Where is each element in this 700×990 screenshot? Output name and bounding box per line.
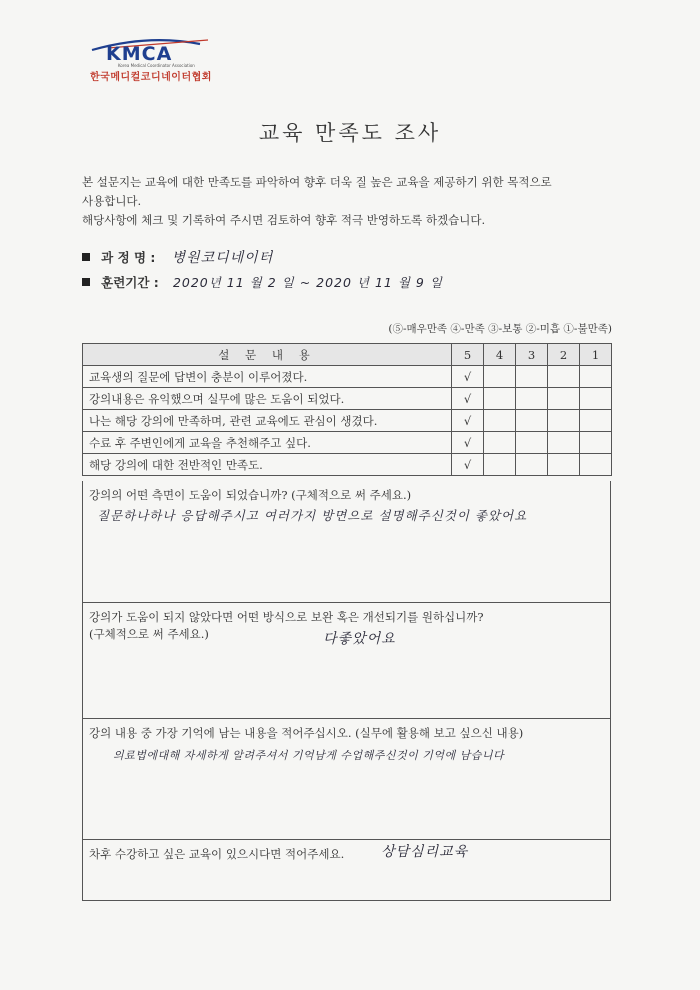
intro-line: 본 설문지는 교육에 대한 만족도를 파악하여 향후 더욱 질 높은 교육을 제공하기 위한 목적으로 xyxy=(82,175,552,189)
rating-legend: (⑤-매우만족 ④-만족 ③-보통 ②-미흡 ①-불만족) xyxy=(388,323,612,335)
question-text: 강의내용은 유익했으며 실무에 많은 도움이 되었다. xyxy=(83,388,452,410)
rating-cell-3[interactable] xyxy=(516,432,548,454)
rating-cell-2[interactable] xyxy=(548,388,580,410)
rating-cell-4[interactable] xyxy=(484,432,516,454)
rating-table xyxy=(82,343,612,476)
question-prompt: 차후 수강하고 싶은 교육이 있으시다면 적어주세요. xyxy=(89,847,345,861)
table-row xyxy=(83,410,612,432)
rating-cell-1[interactable] xyxy=(580,432,612,454)
rating-cell-4[interactable] xyxy=(484,366,516,388)
rating-cell-2[interactable] xyxy=(548,410,580,432)
rating-cell-1[interactable] xyxy=(580,366,612,388)
question-prompt: 강의가 도움이 되지 않았다면 어떤 방식으로 보완 혹은 개선되기를 원하십니까? xyxy=(89,610,484,624)
rating-cell-2[interactable] xyxy=(548,366,580,388)
logo-subtitle: Korea Medical Coordinator Association xyxy=(118,63,195,68)
question-text: 나는 해당 강의에 만족하며, 관련 교육에도 관심이 생겼다. xyxy=(83,410,452,432)
page-title: 교육 만족도 조사 xyxy=(258,121,442,145)
question-prompt: 강의의 어떤 측면이 도움이 되었습니까? (구체적으로 써 주세요.) xyxy=(89,488,412,502)
org-name: 한국메디컬코디네이터협회 xyxy=(90,72,212,83)
rating-cell-1[interactable] xyxy=(580,454,612,476)
question-box-future-course xyxy=(82,840,611,901)
question-prompt: 강의 내용 중 가장 기억에 남는 내용을 적어주십시오. (실무에 활용해 보고 싶으신 내용) xyxy=(89,726,524,740)
question-text: 해당 강의에 대한 전반적인 만족도. xyxy=(83,454,452,476)
course-name-label: 과 정 명 : xyxy=(101,250,156,265)
training-period-label: 훈련기간 : xyxy=(101,275,159,290)
rating-cell-1[interactable] xyxy=(580,410,612,432)
training-period-value[interactable]: 2020년 11 월 2 일 ~ 2020 년 11 월 9 일 xyxy=(172,275,443,290)
table-row xyxy=(83,454,612,476)
rating-cell-1[interactable] xyxy=(580,388,612,410)
answer-handwritten[interactable]: 질문하나하나 응답해주시고 여러가지 방면으로 설명해주신것이 좋았어요 xyxy=(97,508,528,523)
rating-cell-3[interactable] xyxy=(516,454,548,476)
square-bullet-icon xyxy=(82,253,90,261)
intro-line: 해당사항에 체크 및 기록하여 주시면 검토하여 향후 적극 반영하도록 하겠습니다. xyxy=(82,213,486,227)
rating-cell-5[interactable]: √ xyxy=(452,432,484,454)
header-survey-content: 설 문 내 용 xyxy=(83,344,452,366)
training-period-row xyxy=(82,273,443,291)
square-bullet-icon xyxy=(82,278,90,286)
rating-cell-4[interactable] xyxy=(484,410,516,432)
rating-table-header xyxy=(83,344,612,366)
rating-cell-3[interactable] xyxy=(516,388,548,410)
rating-cell-4[interactable] xyxy=(484,454,516,476)
question-box-helpful xyxy=(82,481,611,603)
rating-cell-2[interactable] xyxy=(548,432,580,454)
rating-cell-3[interactable] xyxy=(516,410,548,432)
answer-handwritten[interactable]: 상담심리교육 xyxy=(381,844,469,860)
rating-cell-4[interactable] xyxy=(484,388,516,410)
rating-cell-5[interactable]: √ xyxy=(452,410,484,432)
rating-cell-5[interactable]: √ xyxy=(452,454,484,476)
answer-handwritten[interactable]: 다좋았어요 xyxy=(323,631,396,647)
question-box-memorable xyxy=(82,719,611,840)
intro-line: 사용합니다. xyxy=(82,194,142,208)
table-row xyxy=(83,366,612,388)
rating-cell-3[interactable] xyxy=(516,366,548,388)
question-box-improvement xyxy=(82,603,611,719)
intro-text xyxy=(82,173,622,230)
question-prompt-sub: (구체적으로 써 주세요.) xyxy=(89,627,209,641)
answer-handwritten[interactable]: 의료법에대해 자세하게 알려주셔서 기억남게 수업해주신것이 기억에 남습니다 xyxy=(113,749,505,762)
course-name-value[interactable]: 병원코디네이터 xyxy=(171,250,274,266)
rating-cell-5[interactable]: √ xyxy=(452,388,484,410)
header-score-5: 5 xyxy=(452,344,484,366)
header-score-3: 3 xyxy=(516,344,548,366)
course-name-row xyxy=(82,247,273,267)
question-text: 수료 후 주변인에게 교육을 추천해주고 싶다. xyxy=(83,432,452,454)
header-score-1: 1 xyxy=(580,344,612,366)
rating-cell-2[interactable] xyxy=(548,454,580,476)
table-row xyxy=(83,432,612,454)
header-score-4: 4 xyxy=(484,344,516,366)
rating-cell-5[interactable]: √ xyxy=(452,366,484,388)
question-text: 교육생의 질문에 답변이 충분이 이루어졌다. xyxy=(83,366,452,388)
logo-text: KMCA xyxy=(106,43,173,65)
header-score-2: 2 xyxy=(548,344,580,366)
table-row xyxy=(83,388,612,410)
